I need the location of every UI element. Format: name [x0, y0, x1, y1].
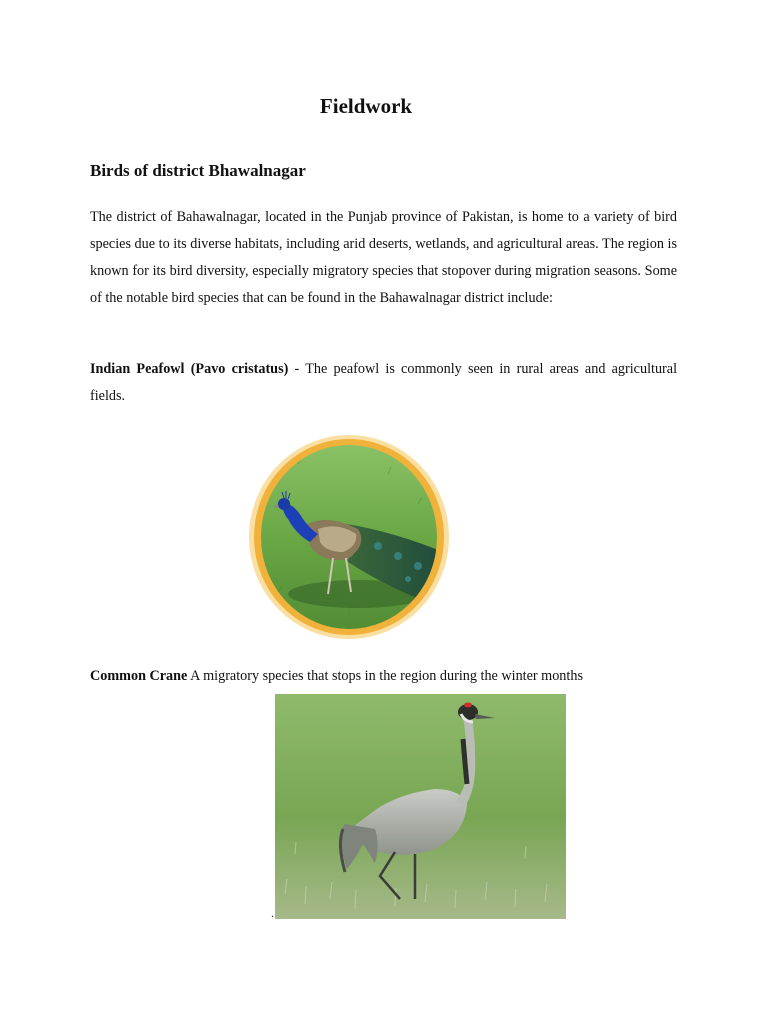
- stray-mark: .: [271, 906, 274, 920]
- crane-image: [275, 694, 566, 919]
- crane-description: A migratory species that stops in the region during the winter months: [190, 668, 583, 684]
- page-title: Fieldwork: [319, 94, 413, 118]
- peafowl-description: The peafowl is commonly seen in rural areas and agricultural fields.: [90, 361, 678, 404]
- section-heading: Birds of district Bhawalnagar: [90, 161, 306, 180]
- crane-name: Common Crane: [90, 668, 188, 684]
- intro-paragraph: The district of Bahawalnagar, located in the Punjab province of Pakistan, is home to a variety of bird species due to its diverse habitats, including arid deserts, wetlands, and agricultural areas. The region is known for its bird diversity, especially migratory species that stopover during migration seasons. Some of the notable bird species that can be found in the Bahawalnagar district include:: [90, 209, 677, 306]
- common-crane-photo: [275, 694, 566, 919]
- peafowl-image: [248, 434, 450, 640]
- peafowl-paragraph: [90, 356, 677, 410]
- peacock-photo: [248, 434, 450, 640]
- peafowl-name: Indian Peafowl (Pavo cristatus): [90, 361, 289, 377]
- peafowl-separator: -: [288, 361, 306, 377]
- crane-paragraph: [90, 663, 677, 690]
